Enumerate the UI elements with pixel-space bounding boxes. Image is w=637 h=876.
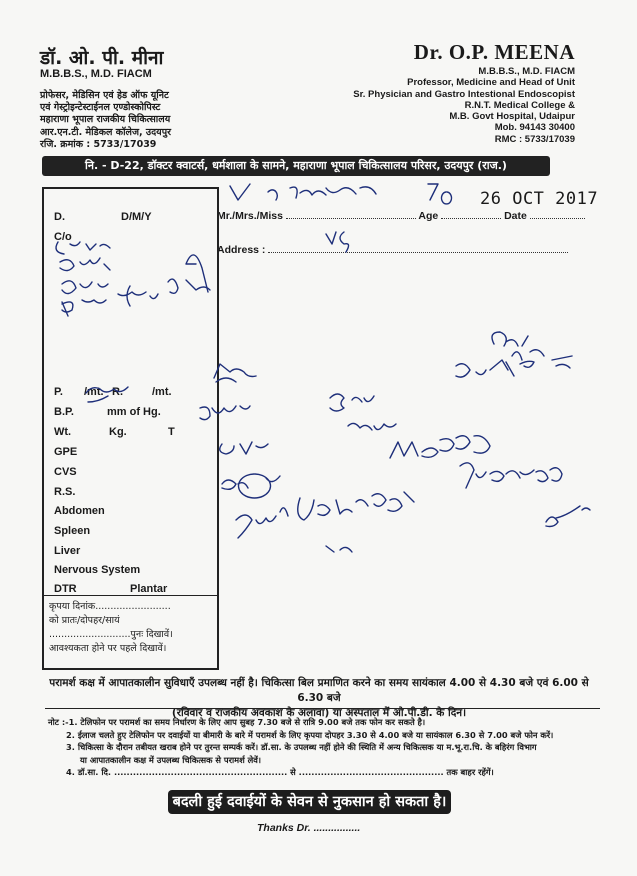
- note-line: ...........................पुनः दिखावें।: [49, 629, 173, 640]
- weight-label: Wt.: [54, 426, 72, 438]
- note-item: या आपातकालीन कक्ष में उपलब्ध चिकित्सक से परामर्श लेवें।: [80, 754, 262, 765]
- date-stamp: 26 OCT 2017: [480, 189, 599, 209]
- address-label: Address :: [217, 244, 266, 256]
- plantar-label: Plantar: [130, 583, 168, 595]
- dtr-label: DTR: [54, 583, 77, 595]
- detail-line: Sr. Physician and Gastro Intestional Endoscopist: [353, 88, 575, 100]
- detail-line: रजि. क्रमांक : 5733/17039: [40, 138, 157, 150]
- handwriting-scribble: [348, 423, 396, 430]
- handwriting-scribble: [236, 492, 414, 538]
- emergency-notice: [45, 676, 593, 721]
- temp-label: T: [168, 426, 175, 438]
- doctor-name-english: Dr. O.P. MEENA: [413, 40, 575, 64]
- doctor-name-hindi: डॉ. ओ. पी. मीना: [40, 47, 164, 69]
- handwriting-scribble: [214, 364, 256, 382]
- thanks-line: Thanks Dr. ................: [257, 822, 361, 834]
- address-band: नि. - D-22, डॉक्टर क्वाटर्स, धर्मशाला के सामने, महाराणा भूपाल चिकित्सालय परिसर, उदयपुर (राज.): [42, 156, 550, 176]
- dmy-label: D/M/Y: [121, 211, 152, 223]
- handwriting-scribble: [390, 436, 490, 458]
- handwriting-scribble: [460, 463, 562, 488]
- handwriting-scribble: [86, 387, 128, 402]
- patient-name-label: Mr./Mrs./Miss: [217, 210, 283, 222]
- weight-unit: Kg.: [109, 426, 127, 438]
- note-item: 4. डॉ.सा. दि. ....................................................... से .............................................. तक बाहर रहेंगें।: [66, 767, 494, 777]
- handwriting-scribble: [222, 474, 280, 498]
- detail-line: Professor, Medicine and Head of Unit: [407, 77, 575, 89]
- notice-line: परामर्श कक्ष में आपातकालीन सुविधाएँ उपलब्ध नहीं है। चिकित्सा बिल प्रमाणित करने का समय सायंकाल 4.00 से 4.30 बजे एवं 6.00 से 6.30 बजे: [49, 677, 589, 704]
- pulse-label: P.: [54, 386, 63, 398]
- divider: [45, 708, 600, 709]
- detail-line: R.N.T. Medical College &: [464, 99, 575, 111]
- handwriting-scribble: [60, 258, 110, 271]
- handwriting-scribble: [456, 352, 534, 377]
- detail-line: प्रोफेसर, मेडिसिन एवं हेड ऑफ यूनिट: [40, 90, 169, 101]
- doctor-degree-left: M.B.B.S., M.D. FIACM: [40, 68, 152, 80]
- detail-line: Mob. 94143 30400: [494, 122, 575, 134]
- abdomen-label: Abdomen: [54, 505, 105, 517]
- bp-unit: mm of Hg.: [107, 406, 161, 418]
- handwriting-scribble: [200, 406, 250, 420]
- warning-banner: बदली हुई दवाईयों के सेवन से नुकसान हो सकता है।: [168, 790, 451, 814]
- handwriting-scribble: [56, 242, 110, 254]
- handwriting-scribble: [326, 232, 349, 252]
- detail-line: RMC : 5733/17039: [494, 133, 575, 145]
- notice-line: (रविवार व राजकीय अवकाश के अलावा) या अस्पताल में ओ.पी.डी. के दिन।: [171, 707, 467, 719]
- gpe-label: GPE: [54, 446, 78, 458]
- age-label: Age: [418, 210, 439, 222]
- handwriting-scribble: [220, 442, 268, 454]
- detail-line: M.B. Govt Hospital, Udaipur: [449, 111, 575, 123]
- detail-line: महाराणा भूपाल राजकीय चिकित्सालय: [40, 114, 171, 126]
- complaint-label: C/o: [54, 231, 72, 243]
- rs-label: R.S.: [54, 486, 76, 498]
- handwriting-scribble: [62, 281, 108, 294]
- handwriting-scribble: [230, 184, 376, 200]
- handwriting-scribble: [326, 546, 352, 552]
- notes-list: [48, 716, 608, 779]
- d-label: D.: [54, 211, 65, 223]
- resp-unit: /mt.: [152, 386, 172, 398]
- detail-line: एवं गेस्ट्रोइन्टेस्टाईनल एण्डोस्कोपिस्ट: [40, 102, 161, 114]
- detail-line: आर.एन.टी. मेडिकल कॉलेज, उदयपुर: [40, 126, 171, 138]
- pulse-unit: /mt.: [84, 386, 104, 398]
- handwriting-scribble: [168, 279, 210, 293]
- date-label: Date: [504, 210, 527, 222]
- liver-label: Liver: [54, 545, 81, 557]
- bp-label: B.P.: [54, 406, 74, 418]
- note-line: कृपया दिनांक.........................: [49, 601, 171, 612]
- resp-label: R.: [112, 386, 123, 398]
- spleen-label: Spleen: [54, 525, 91, 537]
- note-line: को प्रातः/दोपहर/सायं: [49, 615, 120, 626]
- detail-line: M.B.B.S., M.D. FIACM: [478, 66, 575, 77]
- nervous-system-label: Nervous System: [54, 564, 141, 576]
- note-item: 3. चिकित्सा के दौरान तबीयत खराब होने पर तुरन्त सम्पर्क करें। डॉ.सा. के उपलब्ध नहीं होने की स्थिति में अन्य चिकित्सक या म.भू.रा.चि. के बहिरंग विभाग: [66, 742, 537, 752]
- handwriting-scribble: [546, 506, 590, 527]
- cvs-label: CVS: [54, 466, 77, 478]
- note-line: आवश्यकता होने पर पहले दिखावें।: [49, 643, 167, 654]
- handwriting-scribble: [428, 184, 452, 204]
- note-item: नोट :-1. टेलिफोन पर परामर्श का समय निर्धारण के लिए आप सुबह 7.30 बजे से रात्रि 9.00 बजे तक फोन कर सकते है।: [48, 717, 426, 727]
- note-item: 2. ईलाज चलते हुए टेलिफोन पर दवाईयों या बीमारी के बारे में परामर्श के लिए कृपया दोपहर 3.30 से 4.00 बजे या सायंकाल 6.30 से 7.00 बजे फोन करें।: [66, 729, 554, 740]
- handwriting-scribble: [330, 394, 374, 411]
